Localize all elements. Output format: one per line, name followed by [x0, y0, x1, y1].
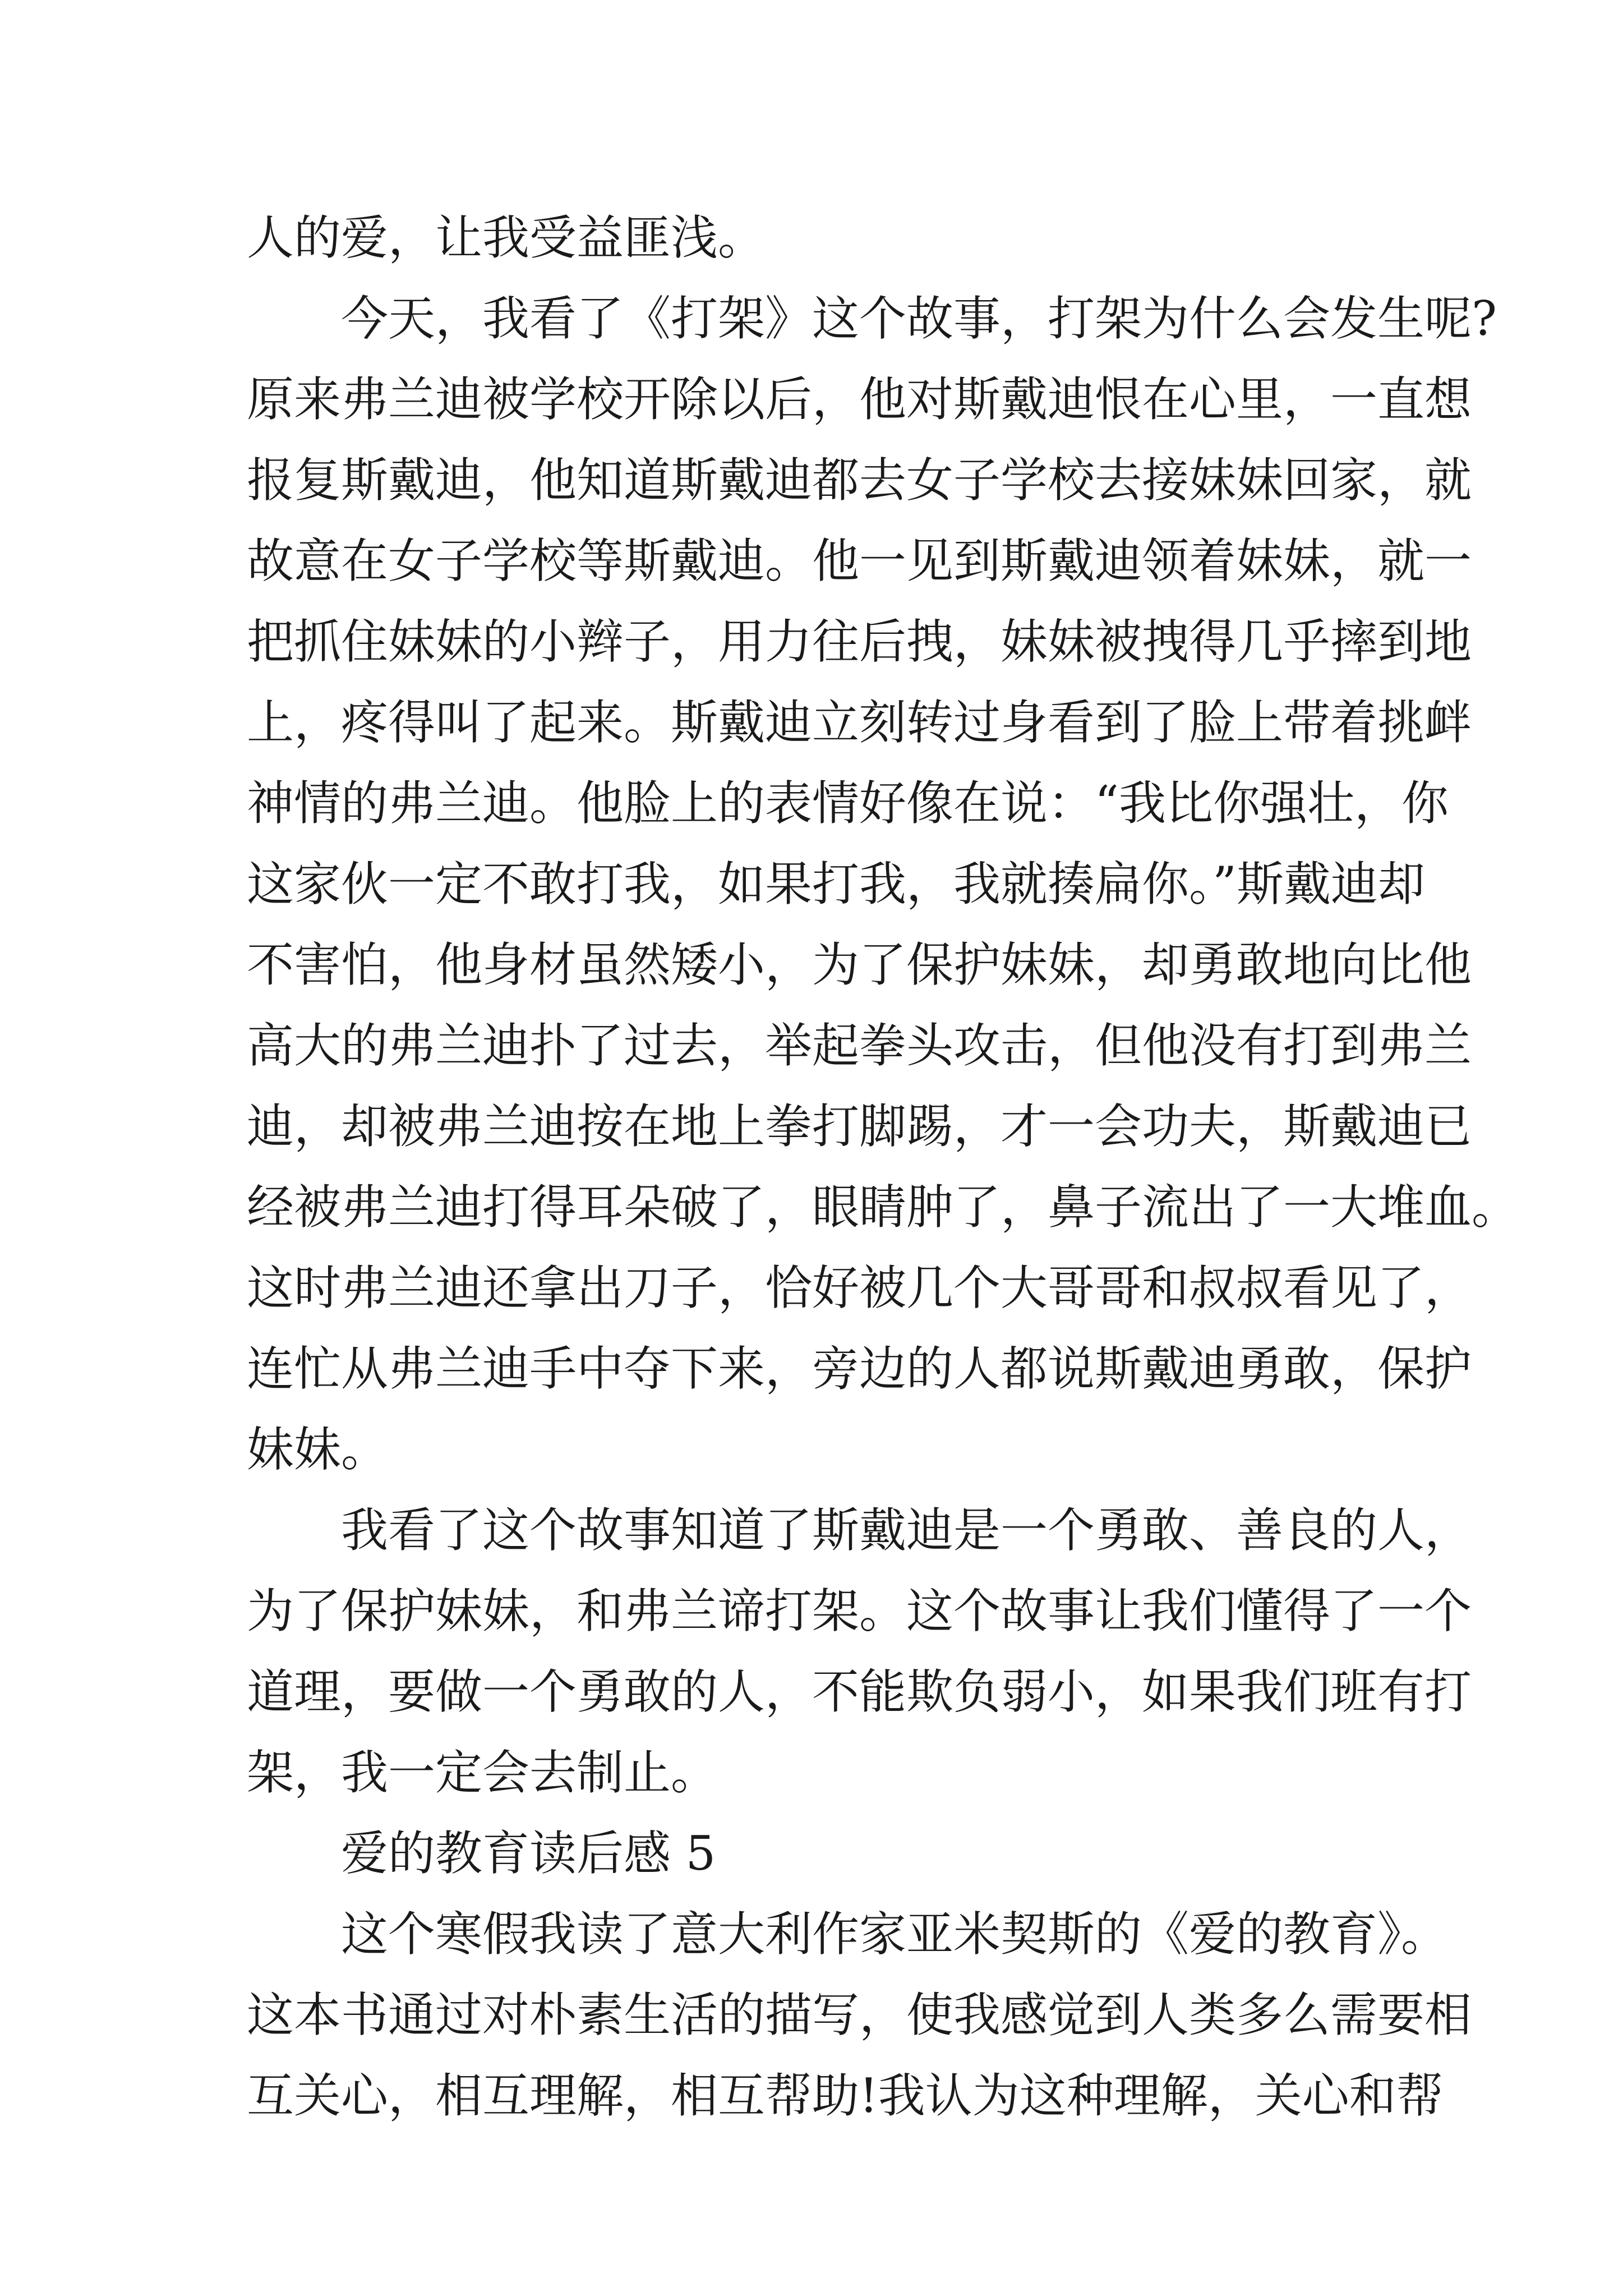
text-line: 这家伙一定不敢打我，如果打我，我就揍扁你。”斯戴迪却 [247, 857, 1425, 912]
text-line: 我看了这个故事知道了斯戴迪是一个勇敢、善良的人， [341, 1503, 1472, 1558]
text-line: 这个寒假我读了意大利作家亚米契斯的《爱的教育》。 [341, 1907, 1449, 1962]
text-line: 故意在女子学校等斯戴迪。他一见到斯戴迪领着妹妹，就一 [247, 533, 1472, 588]
text-line: 互关心，相互理解，相互帮助!我认为这种理解，关心和帮 [247, 2068, 1444, 2123]
text-line: 道理，要做一个勇敢的人，不能欺负弱小，如果我们班有打 [247, 1664, 1472, 1719]
text-line: 为了保护妹妹，和弗兰谛打架。这个故事让我们懂得了一个 [247, 1584, 1472, 1639]
section-heading: 爱的教育读后感 5 [341, 1826, 716, 1881]
text-line: 报复斯戴迪，他知道斯戴迪都去女子学校去接妹妹回家，就 [247, 453, 1472, 508]
text-line: 妹妹。 [247, 1422, 389, 1477]
document-body [247, 197, 1519, 2136]
text-line: 迪，却被弗兰迪按在地上拳打脚踢，才一会功夫，斯戴迪已 [247, 1099, 1472, 1154]
text-line: 人的爱，让我受益匪浅。 [247, 210, 766, 265]
text-line: 架，我一定会去制止。 [247, 1745, 718, 1800]
text-line: 把抓住妹妹的小辫子，用力往后拽，妹妹被拽得几乎摔到地 [247, 614, 1472, 669]
text-line: 今天，我看了《打架》这个故事，打架为什么会发生呢? [341, 291, 1497, 346]
text-line: 经被弗兰迪打得耳朵破了，眼睛肿了，鼻子流出了一大堆血。 [247, 1180, 1519, 1235]
text-line: 高大的弗兰迪扑了过去，举起拳头攻击，但他没有打到弗兰 [247, 1018, 1472, 1073]
text-line: 这时弗兰迪还拿出刀子，恰好被几个大哥哥和叔叔看见了， [247, 1260, 1472, 1315]
text-line: 不害怕，他身材虽然矮小，为了保护妹妹，却勇敢地向比他 [247, 937, 1472, 992]
text-line: 连忙从弗兰迪手中夺下来，旁边的人都说斯戴迪勇敢，保护 [247, 1341, 1472, 1396]
text-line: 上，疼得叫了起来。斯戴迪立刻转过身看到了脸上带着挑衅 [247, 695, 1472, 750]
text-line: 这本书通过对朴素生活的描写，使我感觉到人类多么需要相 [247, 1987, 1472, 2042]
text-line: 神情的弗兰迪。他脸上的表情好像在说：“我比你强壮，你 [247, 776, 1449, 831]
text-line: 原来弗兰迪被学校开除以后，他对斯戴迪恨在心里，一直想 [247, 372, 1472, 427]
